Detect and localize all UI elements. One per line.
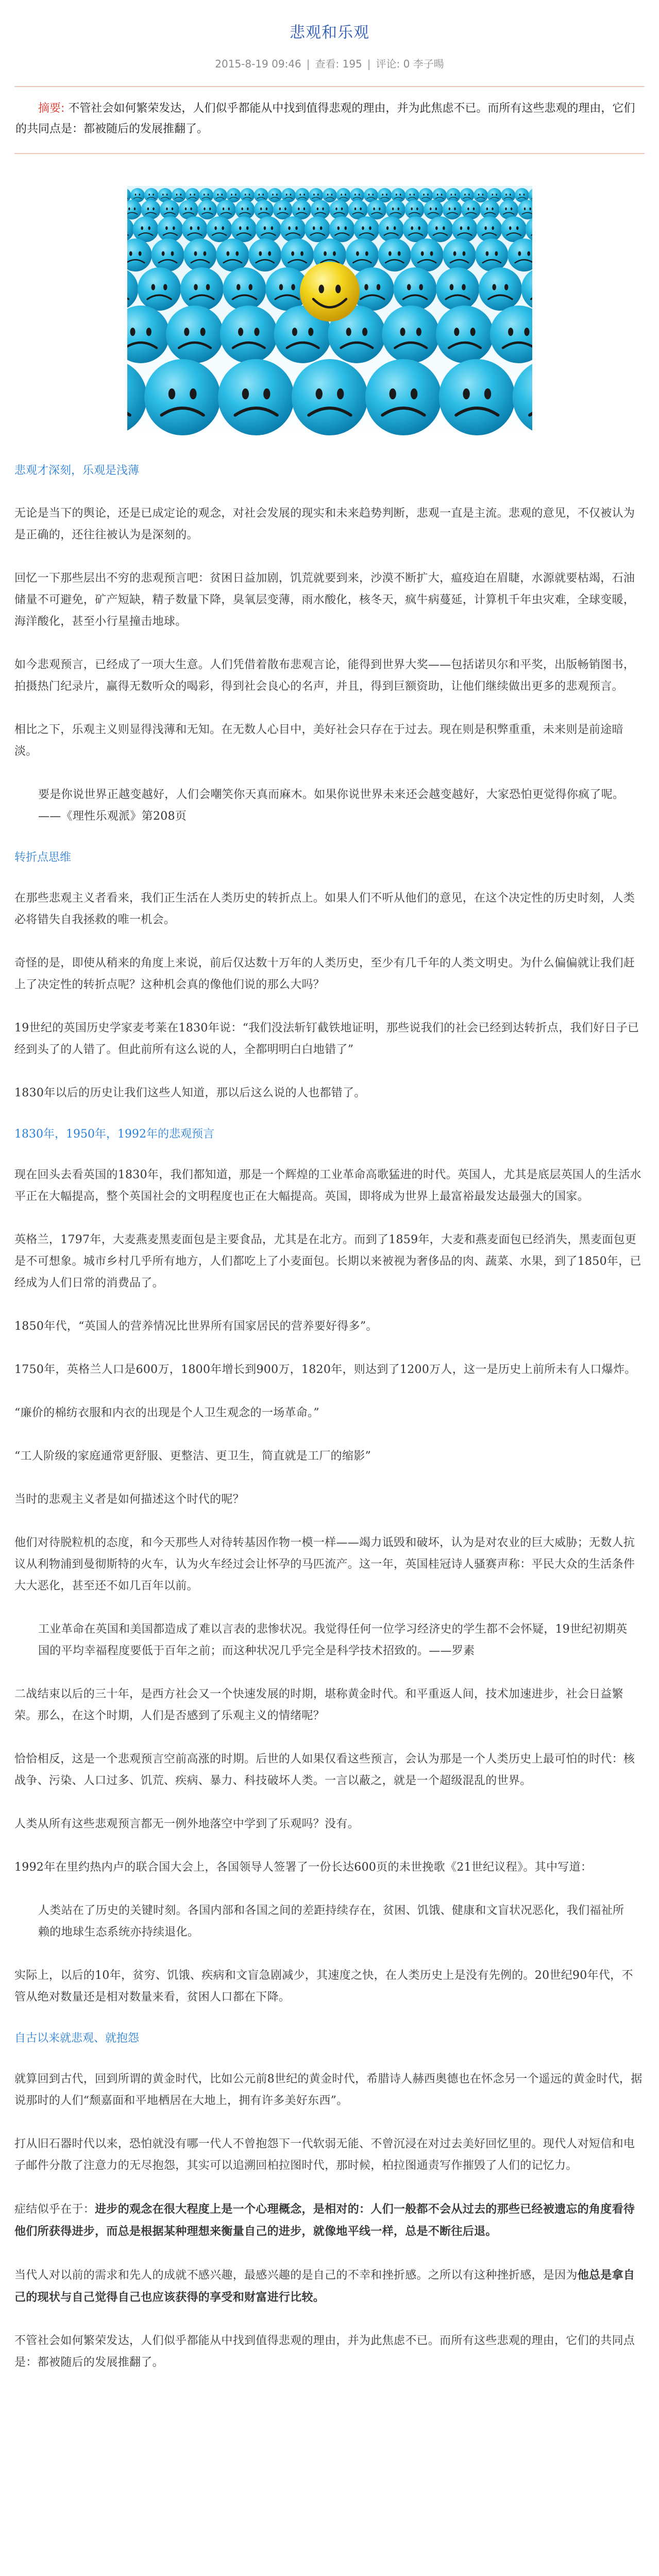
paragraph: 不管社会如何繁荣发达，人们似乎都能从中找到值得悲观的理由，并为此焦虑不已。而所有这些悲观的理由，它们的共同点是：都被随后的发展推翻了。: [14, 2334, 635, 2369]
sad-ball: [436, 306, 494, 363]
paragraph: 1830年以后的历史让我们这些人知道，那以后这么说的人也都错了。: [14, 1087, 366, 1099]
sad-ball: [132, 216, 158, 242]
sad-ball: [218, 359, 294, 435]
sad-ball: [501, 216, 527, 242]
sad-ball: [310, 200, 330, 219]
sad-ball: [367, 200, 386, 219]
meta-separator: |: [367, 58, 371, 70]
sad-ball: [166, 306, 224, 363]
paragraph: [14, 2264, 645, 2309]
paragraph: 无论是当下的舆论，还是已成定论的观念，对社会发展的现实和未来趋势判断，悲观一直是主流。悲观的意见，不仅被认为是正确的，还往往被认为是深刻的。: [14, 507, 635, 541]
paragraph: 英格兰，1797年，大麦燕麦黑麦面包是主要食品，尤其是在北方。而到了1859年，大麦和燕麦面包已经消失，黑麦面包更是不可想象。城市乡村几乎所有地方，人们都吃上了小麦面包。长期以来被视为奢侈品的肉、蔬菜、水果，到了1850年，已经成为人们日常的消费品了。: [14, 1233, 641, 1290]
view-count: 查看: 195: [315, 58, 362, 70]
sad-ball: [353, 216, 379, 242]
paragraph: 打从旧石器时代以来，恐怕就没有哪一代人不曾抱怨下一代软弱无能、不曾沉浸在对过去美好回忆里的。现代人对短信和电子邮件分散了注意力的无尽抱怨，其实可以追溯回柏拉图时代，那时候，柏拉图通责写作摧毁了人们的记忆力。: [14, 2138, 635, 2172]
article-title: 悲观和乐观: [290, 24, 369, 42]
summary-label: 摘要:: [38, 102, 65, 115]
paragraph: 19世纪的英国历史学家麦考莱在1830年说：“我们没法斩钉截铁地证明，那些说我们的社会已经到达转折点，我们好日子已经到头了的人错了。但此前所有这么说的人，全都明明白白地错了”: [14, 1022, 639, 1056]
sad-ball: [292, 359, 368, 435]
sad-ball: [197, 200, 217, 219]
sad-ball: [138, 267, 181, 311]
sad-ball: [281, 239, 314, 272]
sad-ball: [427, 216, 453, 242]
sad-ball: [182, 216, 208, 242]
article-body: [0, 440, 659, 2374]
sad-ball: [475, 239, 508, 272]
sad-ball: [248, 239, 281, 272]
sad-ball: [144, 359, 221, 435]
article-header: [0, 0, 659, 71]
sad-ball: [280, 216, 306, 242]
sad-ball: [438, 359, 515, 435]
sad-ball: [180, 267, 223, 311]
paragraph: 1850年代，“英国人的营养情况比世界所有国家居民的营养要好得多”。: [14, 1320, 378, 1333]
paragraph: 当时的悲观主义者是如何描述这个时代的呢？: [14, 1493, 245, 1506]
summary-text: 不管社会如何繁荣发达，人们似乎都能从中找到值得悲观的理由，并为此焦虑不已。而所有这些悲观的理由，它们的共同点是：都被随后的发展推翻了。: [15, 102, 635, 135]
happy-ball: [300, 262, 360, 321]
paragraph: 回忆一下那些层出不穷的悲观预言吧：贫困日益加剧，饥荒就要到来，沙漠不断扩大，瘟疫迫在眉睫，水源就要枯竭，石油储量不可避免，矿产短缺，精子数量下降，臭氧层变薄，雨水酸化，核冬天，疯牛病蔓延，计算机千年虫灾难，全球变暖，海洋酸化，甚至小行星撞击地球。: [14, 572, 635, 628]
sad-ball: [378, 216, 404, 242]
sad-ball: [476, 216, 502, 242]
sad-ball: [305, 216, 330, 242]
paragraph-lead: 当代人对以前的需求和先人的成就不感兴趣，最感兴趣的是自己的不幸和挫折感。之所以有这种挫折感，是因为: [14, 2269, 578, 2282]
sad-ball: [442, 200, 462, 219]
sad-ball: [219, 306, 277, 363]
sad-ball: [402, 216, 428, 242]
sad-ball: [254, 200, 274, 219]
blockquote: 要是你说世界正越变越好，人们会嘲笑你天真而麻木。如果你说世界未来还会越变越好，大家恐怕更觉得你疯了呢。——《理性乐观派》第208页: [38, 788, 624, 823]
sad-ball: [171, 188, 185, 202]
paragraph: 人类从所有这些悲观预言都无一例外地落空中学到了乐观吗？没有。: [14, 1818, 360, 1831]
publish-date: 2015-8-19 09:46: [215, 58, 301, 70]
sad-ball: [255, 216, 281, 242]
hero-image: [127, 186, 532, 440]
comment-count-link[interactable]: 评论: 0: [376, 58, 410, 70]
paragraph: [14, 2198, 645, 2243]
sad-ball: [345, 239, 378, 272]
paragraph: “廉价的棉纺衣服和内衣的出现是个人卫生观念的一场革命。”: [14, 1406, 319, 1419]
sad-ball: [365, 359, 441, 435]
paragraph: 就算回到古代，回到所谓的黄金时代，比如公元前8世纪的黄金时代，希腊诗人赫西奥德也在怀念另一个遥远的黄金时代，据说那时的人们“颓嘉面和平地栖居在大地上，拥有许多美好东西”。: [14, 2073, 643, 2107]
blockquote: 人类站在了历史的关键时刻。各国内部和各国之间的差距持续存在，贫困、饥饿、健康和文盲状况恶化，我们福祉所赖的地球生态系统亦持续退化。: [38, 1904, 624, 1939]
sad-ball: [436, 267, 479, 311]
sad-ball: [151, 239, 184, 272]
author-link[interactable]: 李子暘: [413, 58, 444, 70]
paragraph: 如今悲观预言，已经成了一项大生意。人们凭借着散布悲观言论，能得到世界大奖——包括诺贝尔和平奖，出版畅销图书，拍摄热门纪录片，赢得无数听众的喝彩，得到社会良心的名声，并且，得到巨额资助，让他们继续做出更多的悲观预言。: [14, 658, 635, 693]
sad-ball: [382, 306, 440, 363]
sad-ball: [329, 216, 354, 242]
sad-ball: [206, 216, 232, 242]
sad-ball: [223, 267, 266, 311]
paragraph: “工人阶级的家庭通常更舒服、更整洁、更卫生，简直就是工厂的缩影”: [14, 1450, 371, 1463]
sad-ball: [231, 216, 257, 242]
sad-ball: [474, 188, 488, 202]
section-heading: 自古以来就悲观、就抱怨: [14, 2032, 140, 2045]
paragraph: 1750年，英格兰人口是600万，1800年增长到900万，1820年，则达到了1200万人，这一是历史上前所未有人口爆炸。: [14, 1363, 636, 1376]
paragraph: 在那些悲观主义者看来，我们正生活在人类历史的转折点上。如果人们不听从他们的意见，在这个决定性的历史时刻，人类必将错失自我拯救的唯一机会。: [14, 892, 635, 926]
sad-ball: [183, 239, 216, 272]
paragraph: 1992年在里约热内卢的联合国大会上，各国领导人签署了一份长达600页的未世挽歌《21世纪议程》。其中写道：: [14, 1861, 593, 1874]
sad-ball: [452, 216, 478, 242]
sad-ball: [157, 216, 183, 242]
meta-separator: |: [306, 58, 310, 70]
bold-text: 进步的观念在很大程度上是一个心理概念，是相对的：人们一般都不会从过去的那些已经被遗忘的角度看待他们所获得进步，而总是根据某种理想来衡量自己的进步，就像地平线一样，总是不断往后退。: [14, 2202, 635, 2238]
paragraph: 现在回头去看英国的1830年，我们都知道，那是一个辉煌的工业革命高歌猛进的时代。英国人，尤其是底层英国人的生活水平正在大幅提高，整个英国社会的文明程度也正在大幅提高。英国，即将成为世界上最富裕最发达最强大的国家。: [14, 1168, 641, 1203]
summary-bottom-divider: [14, 153, 645, 154]
paragraph: 相比之下，乐观主义则显得浅薄和无知。在无数人心目中，美好社会只存在于过去。现在则是积弊重重，未来则是前途暗淡。: [14, 723, 623, 758]
sad-ball: [323, 188, 337, 202]
paragraph: 二战结束以后的三十年，是西方社会又一个快速发展的时期，堪称黄金时代。和平重返人间，技术加速进步，社会日益繁荣。那么，在这个时期，人们是否感到了乐观主义的情绪呢？: [14, 1688, 623, 1722]
section-heading: 悲观才深刻，乐观是浅薄: [14, 464, 140, 477]
paragraph: 恰恰相反，这是一个悲观预言空前高涨的时期。后世的人如果仅看这些预言，会认为那是一个人类历史上最可怕的时代：核战争、污染、人口过多、饥荒、疾病、暴力、科技破坏人类。一言以蔽之，就是一个超级混乱的世界。: [14, 1753, 635, 1787]
sad-ball: [273, 200, 292, 219]
article-meta: [0, 56, 659, 71]
sad-ball: [410, 239, 443, 272]
paragraph: 实际上，以后的10年，贫穷、饥饿、疾病和文盲急剧减少，其速度之快，在人类历史上是没有先例的。20世纪90年代，不管从绝对数量还是相对数量来看，贫困人口都在下降。: [14, 1969, 633, 2004]
sad-ball: [393, 267, 436, 311]
sad-ball: [478, 267, 521, 311]
paragraph: 奇怪的是，即使从稍来的角度上来说，前后仅达数十万年的人类历史，至少有几千年的人类文明史。为什么偏偏就让我们赶上了决定性的转折点呢？这种机会真的像他们说的那么大吗？: [14, 957, 635, 991]
sad-ball: [385, 200, 405, 219]
section-heading: 1830年，1950年，1992年的悲观预言: [14, 1128, 214, 1141]
paragraph: 他们对待脱粒机的态度，和今天那些人对待转基因作物一模一样——竭力诋毁和破坏，认为是对农业的巨大威胁；无数人抗议从利物浦到曼彻斯特的火车，认为火车经过会让怀孕的马匹流产。这一年，英国桂冠诗人骚赛声称：平民大众的生活条件大大恶化，甚至还不如几百年以前。: [14, 1536, 635, 1592]
sad-ball: [329, 200, 349, 219]
section-heading: 转折点思维: [14, 851, 72, 864]
bold-text: 他总是拿自己的现状与自己觉得自己也应该获得的享受和财富进行比较。: [14, 2268, 635, 2304]
sad-ball: [443, 239, 476, 272]
blockquote: 工业革命在英国和美国都造成了难以言表的悲惨状况。我觉得任何一位学习经济史的学生都不会怀疑，19世纪初期英国的平均幸福程度要低于百年之前；而这种状况几乎完全是科学技术招致的。——罗素: [38, 1623, 628, 1657]
article-summary: [0, 87, 659, 153]
sad-ball: [216, 239, 249, 272]
paragraph-lead: 症结似乎在于：: [14, 2203, 95, 2216]
sad-ball: [378, 239, 411, 272]
